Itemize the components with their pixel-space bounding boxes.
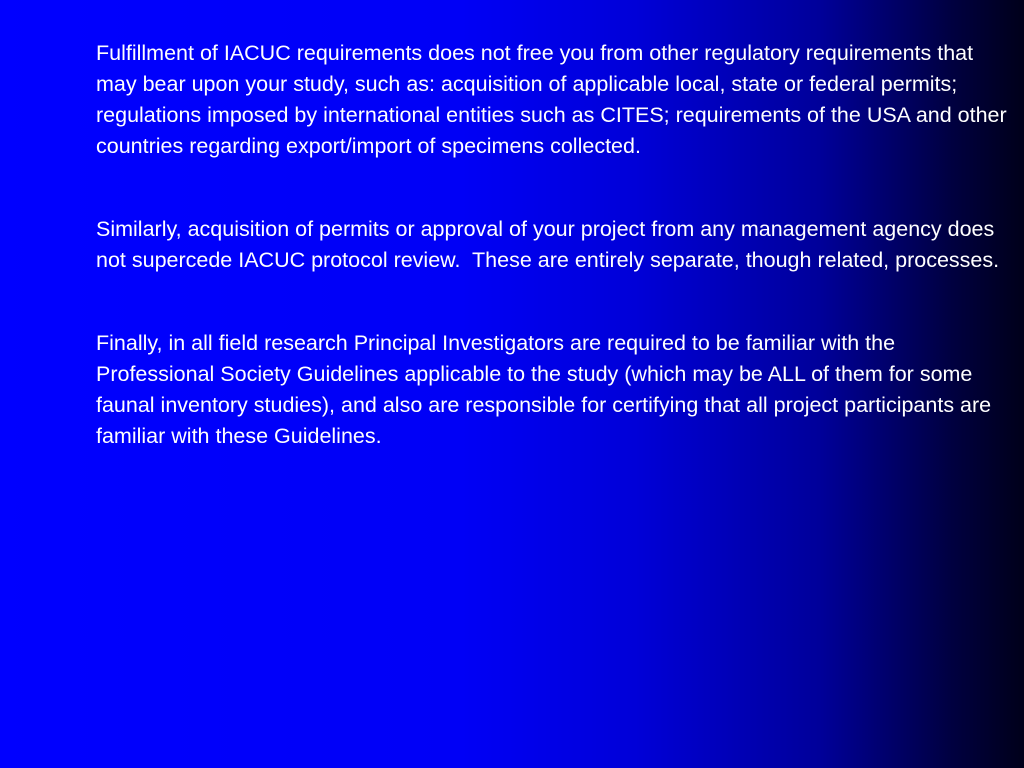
- paragraph-permits-approval: Similarly, acquisition of permits or approval of your project from any management agency does not supercede IACUC protocol review. These are entirely separate, though related, processes.: [96, 217, 1001, 272]
- slide-body: [96, 38, 1016, 504]
- paragraph-iacuc-requirements: Fulfillment of IACUC requirements does not free you from other regulatory requirements that may bear upon your study, such as: acquisition of applicable local, state or federal permits; regulations imposed by international entities such as CITES; requirements of the USA and other countries regarding export/import of specimens collected.: [96, 41, 1013, 158]
- paragraph-professional-guidelines: Finally, in all field research Principal Investigators are required to be familiar with the Professional Society Guidelines applicable to the study (which may be ALL of them for some faunal inventory studies), and also are responsible for certifying that all project participants are familiar with these Guidelines.: [96, 331, 998, 448]
